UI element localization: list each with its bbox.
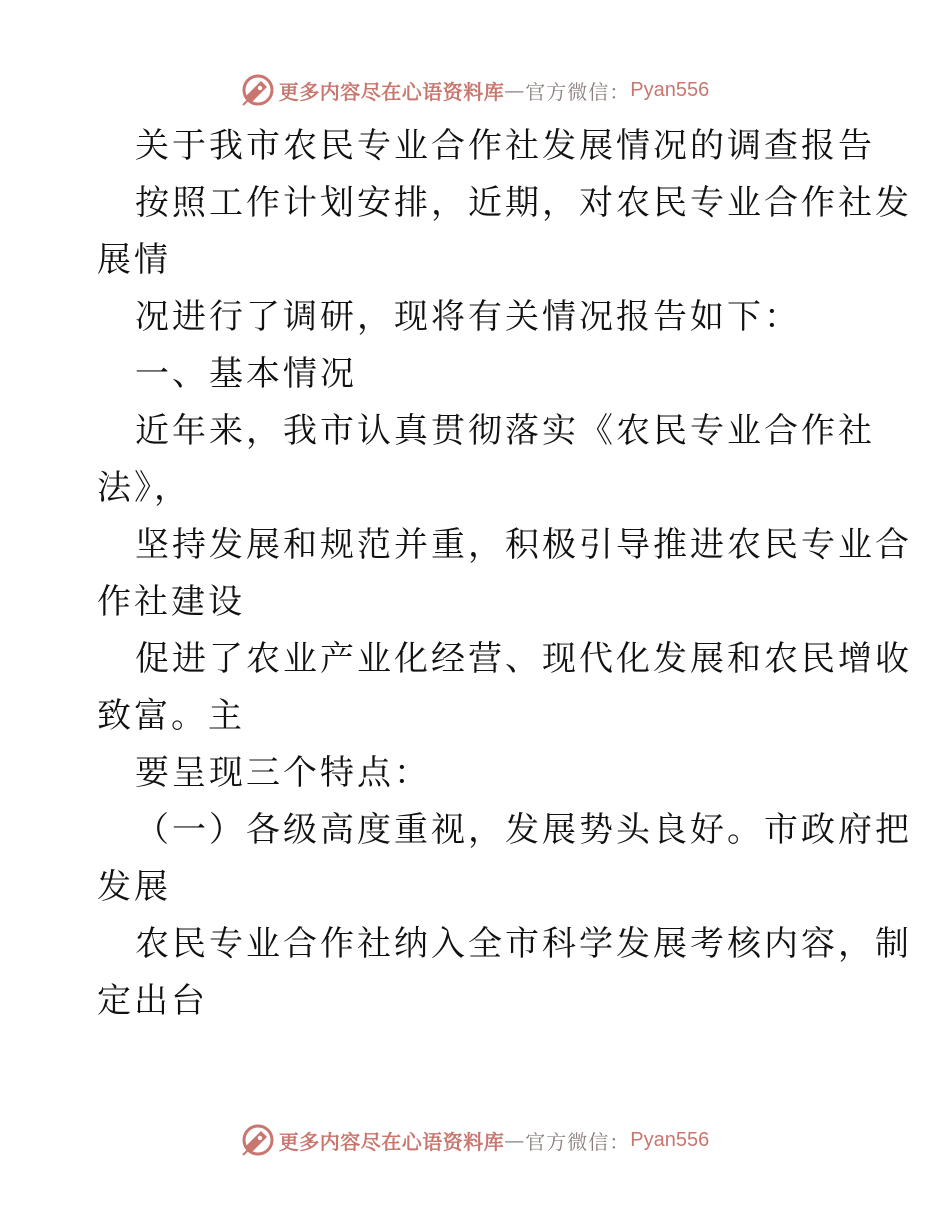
paragraph-line: 展情 — [97, 240, 171, 280]
watermark-dash: — — [504, 78, 526, 102]
watermark-wechat-id: Pyan556 — [630, 78, 710, 101]
pen-nib-logo-icon — [241, 73, 275, 107]
watermark-site-name: 更多内容尽在心语资料库 — [278, 1129, 505, 1154]
watermark-site-name: 更多内容尽在心语资料库 — [278, 79, 505, 104]
footer-watermark — [0, 1120, 950, 1160]
watermark-dash: — — [504, 1128, 526, 1152]
subsection-heading: （一）各级高度重视，发展势头良好。市政府把 — [135, 810, 912, 850]
watermark-wechat-id: Pyan556 — [630, 1128, 710, 1151]
paragraph-line: 农民专业合作社纳入全市科学发展考核内容，制 — [135, 924, 912, 964]
paragraph-line: 坚持发展和规范并重，积极引导推进农民专业合 — [135, 525, 912, 565]
watermark-wechat-label: 官方微信： — [525, 1129, 631, 1154]
paragraph-line: 发展 — [97, 867, 171, 907]
header-watermark — [0, 70, 950, 110]
paragraph-line: 法》， — [97, 468, 191, 508]
paragraph-line: 作社建设 — [97, 582, 245, 622]
paragraph-line: 要呈现三个特点： — [135, 753, 431, 793]
paragraph-line: 定出台 — [97, 981, 208, 1021]
document-body — [97, 118, 912, 1030]
paragraph-line: 按照工作计划安排，近期，对农民专业合作社发 — [135, 183, 912, 223]
paragraph-line: 致富。主 — [97, 696, 245, 736]
paragraph-line: 况进行了调研，现将有关情况报告如下： — [135, 297, 801, 337]
paragraph-line: 近年来，我市认真贯彻落实《农民专业合作社 — [135, 411, 875, 451]
section-heading: 一、基本情况 — [135, 354, 357, 394]
pen-nib-logo-icon — [241, 1123, 275, 1157]
document-title: 关于我市农民专业合作社发展情况的调查报告 — [135, 126, 875, 166]
watermark-wechat-label: 官方微信： — [525, 79, 631, 104]
paragraph-line: 促进了农业产业化经营、现代化发展和农民增收 — [135, 639, 912, 679]
